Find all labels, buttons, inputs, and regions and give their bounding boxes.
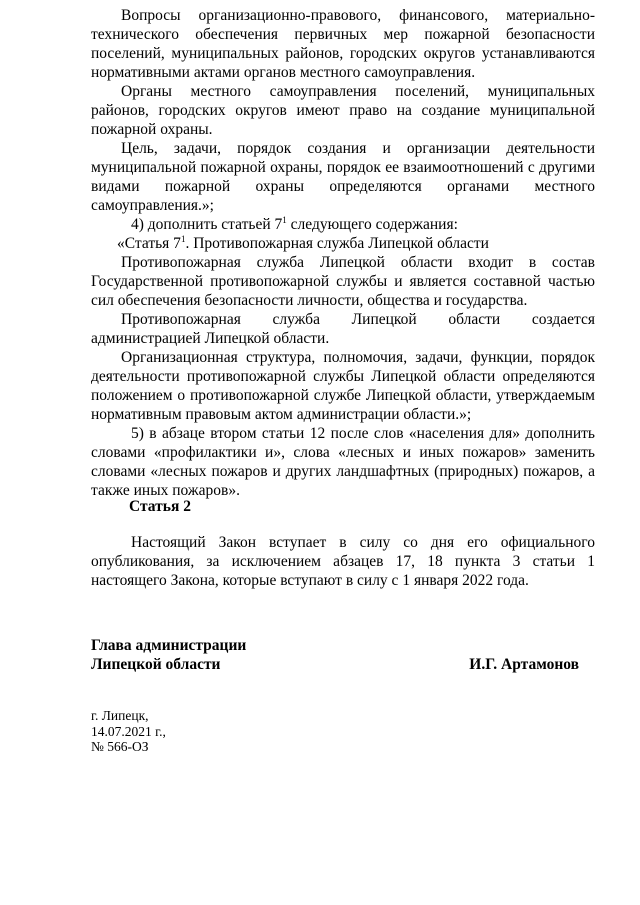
new-article-title (91, 234, 595, 253)
article-title-text-end: . Противопожарная служба Липецкой области (185, 235, 489, 252)
paragraph: Организационная структура, полномочия, задачи, функции, порядок деятельности противопожарной службы Липецкой области определяются положением о противопожарной службе Липецкой области, утверждаемым нормативным правовым актом администрации области.»; (91, 349, 595, 423)
superscript: 1 (180, 233, 186, 244)
superscript: 1 (282, 214, 287, 225)
meta-city: г. Липецк, (91, 708, 149, 723)
signature-title-text: Липецкой области (91, 656, 221, 673)
signature-title-line-2 (91, 655, 595, 674)
item-4-text: 4) дополнить статьей 7 (131, 216, 283, 233)
paragraph: Органы местного самоуправления поселений, муниципальных районов, городских округов имеют право на создание муниципальной пожарной охраны. (91, 83, 595, 138)
item-4-text-end: следующего содержания: (286, 216, 458, 233)
article-2-heading: Статья 2 (129, 498, 191, 515)
paragraph: Противопожарная служба Липецкой области создается администрацией Липецкой области. (91, 311, 595, 347)
meta-date: 14.07.2021 г., (91, 723, 166, 739)
paragraph: Противопожарная служба Липецкой области входит в состав Государственной противопожарной службы и является составной частью сил обеспечения безопасности личности, общества и государства. (91, 254, 595, 309)
final-provisions (91, 533, 595, 590)
law-text-body (91, 6, 595, 500)
meta-number: № 566-ОЗ (91, 739, 149, 754)
paragraph: Цель, задачи, порядок создания и организации деятельности муниципальной пожарной охраны, порядок ее взаимоотношений с другими видами пожарной охраны определяются органами местного самоуправления.»; (91, 140, 595, 214)
article-title-text: «Статья 7 (117, 235, 181, 252)
paragraph: Вопросы организационно-правового, финансового, материально-технического обеспечения первичных мер пожарной безопасности поселений, муниципальных районов, городских округов устанавливаются нормативными актами органов местного самоуправления. (91, 7, 595, 81)
amendment-item-4 (91, 215, 595, 234)
document-meta (91, 708, 166, 755)
amendment-item-5: 5) в абзаце втором статьи 12 после слов «населения для» дополнить словами «профилактики и», слова «лесных и иных пожаров» заменить словами «лесных пожаров и других ландшафтных (природных) пожаров, а также иных пожаров». (91, 425, 595, 499)
paragraph: Настоящий Закон вступает в силу со дня его официального опубликования, за исключением абзацев 17, 18 пункта 3 статьи 1 настоящего Закона, которые вступают в силу с 1 января 2022 года. (91, 534, 595, 589)
signatory-name: И.Г. Артамонов (469, 656, 579, 673)
signature-block (91, 636, 595, 674)
signature-title-line-1: Глава администрации (91, 637, 247, 654)
